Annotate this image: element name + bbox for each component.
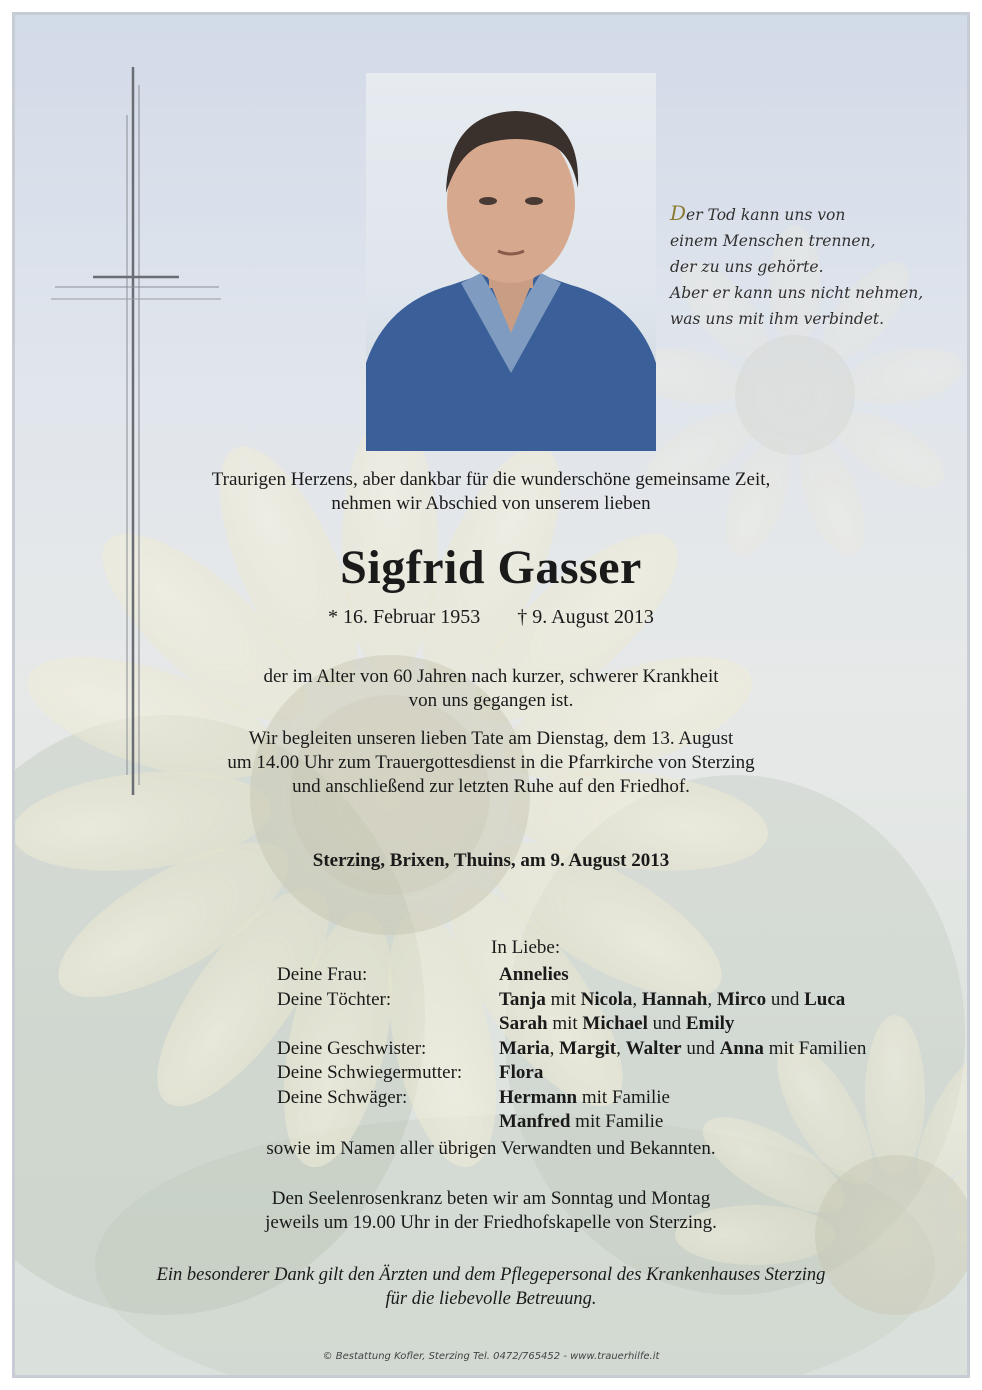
relative-label [277,1012,499,1037]
relative-name: Hermann [499,1086,578,1108]
relative-connector: mit Familie [570,1111,664,1132]
relative-connector: mit [547,1013,583,1034]
relative-name: Emily [685,1013,735,1034]
portrait-illustration [366,73,656,451]
obituary-frame [12,12,970,1378]
relative-connector: , [632,988,642,1010]
relative-connector: mit [545,988,581,1010]
relative-names [499,1037,866,1062]
relative-connector: , [616,1037,626,1059]
relatives-list [277,963,866,1135]
relative-name: Hannah [641,988,708,1010]
death-date: † 9. August 2013 [517,606,654,628]
relative-row [277,1110,866,1135]
relative-row [277,1037,866,1062]
poem-first-line: er Tod kann uns von [686,206,846,224]
life-dates [15,606,967,629]
relative-names [499,988,845,1013]
in-love-heading: In Liebe: [491,937,561,958]
relative-name: Margit [559,1037,617,1059]
relative-row [277,963,866,988]
birth-date: * 16. Februar 1953 [328,606,481,628]
rosary-text: Den Seelenrosenkranz beten wir am Sonntag und Montag jeweils um 19.00 Uhr in der Friedhofskapelle von Sterzing. [265,1188,717,1233]
poem-quote [670,200,960,332]
relative-name: Flora [499,1062,544,1083]
relative-name: Nicola [580,988,633,1010]
relative-names [499,963,569,988]
relative-name: Walter [625,1037,682,1059]
thanks-text: Ein besonderer Dank gilt den Ärzten und dem Pflegepersonal des Krankenhauses Sterzing für die liebevolle Betreuung. [156,1265,826,1309]
relative-connector: und [647,1013,686,1034]
relative-label: Deine Schwiegermutter: [277,1062,463,1083]
footer-credit: © Bestattung Kofler, Sterzing Tel. 0472/765452 - www.trauerhilfe.it [322,1351,660,1362]
obituary-card [15,15,967,1375]
deceased-name: Sigfrid Gasser [340,541,642,594]
relative-label: Deine Geschwister: [277,1037,427,1059]
portrait-photo [366,73,656,451]
poem-lines: einem Menschen trennen, der zu uns gehörte. Aber er kann uns nicht nehmen, was uns mit ihm verbindet. [670,232,924,328]
relative-label: Deine Frau: [277,964,368,985]
illness-text: der im Alter von 60 Jahren nach kurzer, schwerer Krankheit von uns gegangen ist. [263,666,719,711]
relative-row [277,1061,866,1086]
intro-text: Traurigen Herzens, aber dankbar für die wunderschöne gemeinsame Zeit, nehmen wir Abschied von unserem lieben [211,469,771,514]
relative-name: Michael [582,1013,648,1034]
relative-connector: , [707,988,717,1010]
relative-label [277,1110,499,1135]
poem-initial: D [670,201,687,225]
relative-row [277,1012,866,1037]
relative-name: Maria [499,1037,550,1059]
relative-names [499,1086,670,1111]
relative-name: Manfred [499,1111,571,1132]
others-text: sowie im Namen aller übrigen Verwandten und Bekannten. [266,1138,716,1159]
relative-label: Deine Schwäger: [277,1086,408,1108]
relative-connector: mit Familien [763,1037,867,1059]
relative-name: Annelies [499,964,569,985]
relative-connector: , [549,1037,560,1059]
relative-name: Sarah [499,1013,548,1034]
relative-connector: mit Familie [577,1086,670,1108]
relative-names [499,1061,543,1086]
relative-label: Deine Töchter: [277,988,392,1010]
relative-names [499,1012,734,1037]
relative-name: Tanja [499,988,546,1010]
funeral-text: Wir begleiten unseren lieben Tate am Dienstag, dem 13. August um 14.00 Uhr zum Trauergottesdienst in die Pfarrkirche von Sterzing und anschließend zur letzten Ruhe auf den Friedhof. [227,728,755,797]
relative-name: Mirco [716,988,767,1010]
relative-names [499,1110,663,1135]
relative-name: Luca [804,988,846,1010]
relative-name: Anna [719,1037,764,1059]
relative-connector: und [766,988,805,1010]
relative-row [277,1086,866,1111]
relative-connector: und [681,1037,720,1059]
relative-row [277,988,866,1013]
place-date: Sterzing, Brixen, Thuins, am 9. August 2013 [312,850,670,871]
